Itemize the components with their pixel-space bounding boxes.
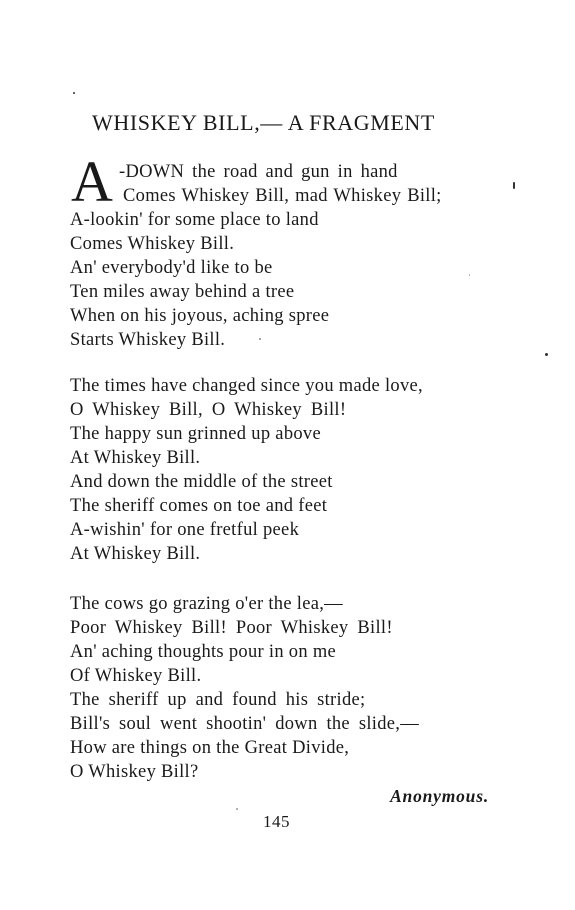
- stanza-1-line-1: -DOWN the road and gun in hand: [119, 162, 398, 182]
- print-speck: [236, 808, 238, 810]
- print-speck: [259, 338, 261, 340]
- print-speck: [73, 92, 75, 94]
- print-speck: [545, 353, 548, 356]
- stanza-2-line-1: The times have changed since you made love,: [70, 376, 423, 396]
- stanza-2-line-2: O Whiskey Bill, O Whiskey Bill!: [70, 400, 347, 420]
- stanza-2-line-3: The happy sun grinned up above: [70, 424, 321, 444]
- stanza-3-line-6: Bill's soul went shootin' down the slide,—: [70, 714, 420, 734]
- poem-attribution: Anonymous.: [390, 786, 489, 806]
- stanza-2-line-4: At Whiskey Bill.: [70, 448, 201, 468]
- stanza-3-line-2: Poor Whiskey Bill! Poor Whiskey Bill!: [70, 618, 393, 638]
- drop-cap: A: [71, 149, 113, 214]
- stanza-1-line-4: Comes Whiskey Bill.: [70, 234, 235, 254]
- stanza-1-line-2: Comes Whiskey Bill, mad Whiskey Bill;: [123, 186, 442, 206]
- page-number: 145: [263, 812, 290, 831]
- stanza-3-line-4: Of Whiskey Bill.: [70, 666, 202, 686]
- stanza-3-line-3: An' aching thoughts pour in on me: [70, 642, 337, 662]
- stanza-2-line-6: The sheriff comes on toe and feet: [70, 496, 328, 516]
- print-speck: [469, 274, 470, 276]
- stanza-1: [70, 160, 442, 352]
- stanza-2-line-7: A-wishin' for one fretful peek: [70, 520, 300, 540]
- stanza-1-line-8: Starts Whiskey Bill.: [70, 330, 226, 350]
- stanza-3-line-1: The cows go grazing o'er the lea,—: [70, 594, 343, 614]
- stanza-1-line-7: When on his joyous, aching spree: [70, 306, 330, 326]
- stanza-2-line-8: At Whiskey Bill.: [70, 544, 201, 564]
- stanza-1-line-3: A-lookin' for some place to land: [70, 210, 319, 230]
- print-speck: [513, 182, 515, 189]
- stanza-3-line-8: O Whiskey Bill?: [70, 762, 199, 782]
- stanza-1-line-5: An' everybody'd like to be: [70, 258, 273, 278]
- poem-title: WHISKEY BILL,— A FRAGMENT: [92, 110, 435, 135]
- stanza-3-line-5: The sheriff up and found his stride;: [70, 690, 366, 710]
- stanza-3: [70, 592, 419, 784]
- stanza-2-line-5: And down the middle of the street: [70, 472, 333, 492]
- stanza-2: [70, 374, 423, 566]
- stanza-3-line-7: How are things on the Great Divide,: [70, 738, 350, 758]
- stanza-1-line-6: Ten miles away behind a tree: [70, 282, 295, 302]
